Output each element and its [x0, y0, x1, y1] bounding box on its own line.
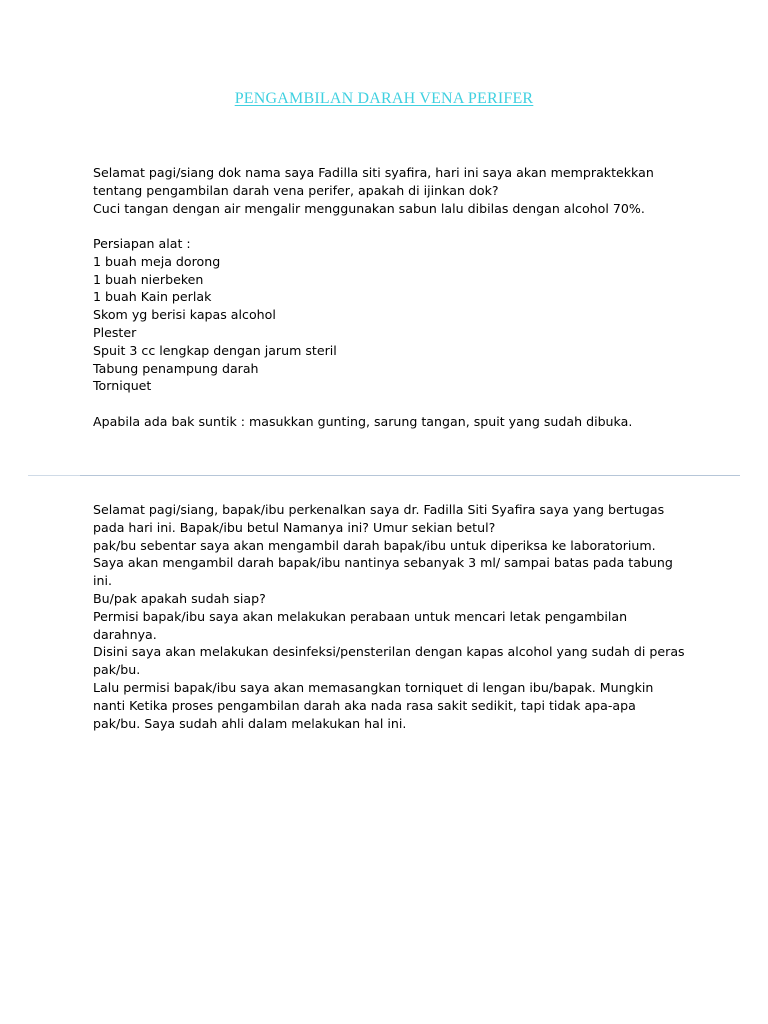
- document-title: PENGAMBILAN DARAH VENA PERIFER: [234, 90, 534, 107]
- dialog-line: Bu/pak apakah sudah siap?: [93, 590, 266, 606]
- dialog-line: pak/bu sebentar saya akan mengambil darah bapak/ibu untuk diperiksa ke laboratorium.: [93, 537, 656, 553]
- tools-heading: Persiapan alat :: [93, 236, 191, 251]
- tools-item: 1 buah meja dorong: [93, 253, 221, 269]
- dialog-line: Saya akan mengambil darah bapak/ibu nantinya sebanyak 3 ml/ sampai batas pada tabung: [93, 555, 673, 571]
- dialog-line: Permisi bapak/ibu saya akan melakukan perabaan untuk mencari letak pengambilan: [93, 608, 628, 624]
- tools-list: [93, 235, 693, 395]
- tools-item: 1 buah Kain perlak: [93, 289, 212, 305]
- tools-item: Skom yg berisi kapas alcohol: [93, 307, 276, 323]
- tools-item: Torniquet: [93, 378, 152, 394]
- intro-line: Cuci tangan dengan air mengalir menggunakan sabun lalu dibilas dengan alcohol 70%.: [93, 200, 645, 216]
- dialog-line: ini.: [93, 573, 112, 589]
- tools-item: Spuit 3 cc lengkap dengan jarum steril: [93, 342, 337, 358]
- tools-item: 1 buah nierbeken: [93, 271, 204, 287]
- dialog-paragraph: [93, 501, 693, 732]
- tools-item: Tabung penampung darah: [93, 360, 259, 376]
- dialog-line: pak/bu.: [93, 662, 141, 678]
- intro-line: tentang pengambilan darah vena perifer, apakah di ijinkan dok?: [93, 182, 499, 198]
- note-line: Apabila ada bak suntik : masukkan gunting, sarung tangan, spuit yang sudah dibuka.: [93, 414, 633, 429]
- dialog-line: nanti Ketika proses pengambilan darah aka nada rasa sakit sedikit, tapi tidak apa-apa: [93, 697, 636, 713]
- dialog-line: Selamat pagi/siang, bapak/ibu perkenalkan saya dr. Fadilla Siti Syafira saya yang bertugas: [93, 502, 665, 517]
- dialog-line: Lalu permisi bapak/ibu saya akan memasangkan torniquet di lengan ibu/bapak. Mungkin: [93, 679, 654, 695]
- tools-item: Plester: [93, 324, 137, 340]
- intro-line: Selamat pagi/siang dok nama saya Fadilla siti syafira, hari ini saya akan mempraktekkan: [93, 165, 654, 180]
- section-divider: [28, 475, 740, 476]
- intro-paragraph: [93, 164, 693, 217]
- note-paragraph: [93, 413, 693, 431]
- dialog-line: pada hari ini. Bapak/ibu betul Namanya ini? Umur sekian betul?: [93, 519, 496, 535]
- dialog-line: darahnya.: [93, 626, 157, 642]
- dialog-line: pak/bu. Saya sudah ahli dalam melakukan hal ini.: [93, 715, 407, 731]
- dialog-line: Disini saya akan melakukan desinfeksi/pensterilan dengan kapas alcohol yang sudah di peras: [93, 644, 685, 660]
